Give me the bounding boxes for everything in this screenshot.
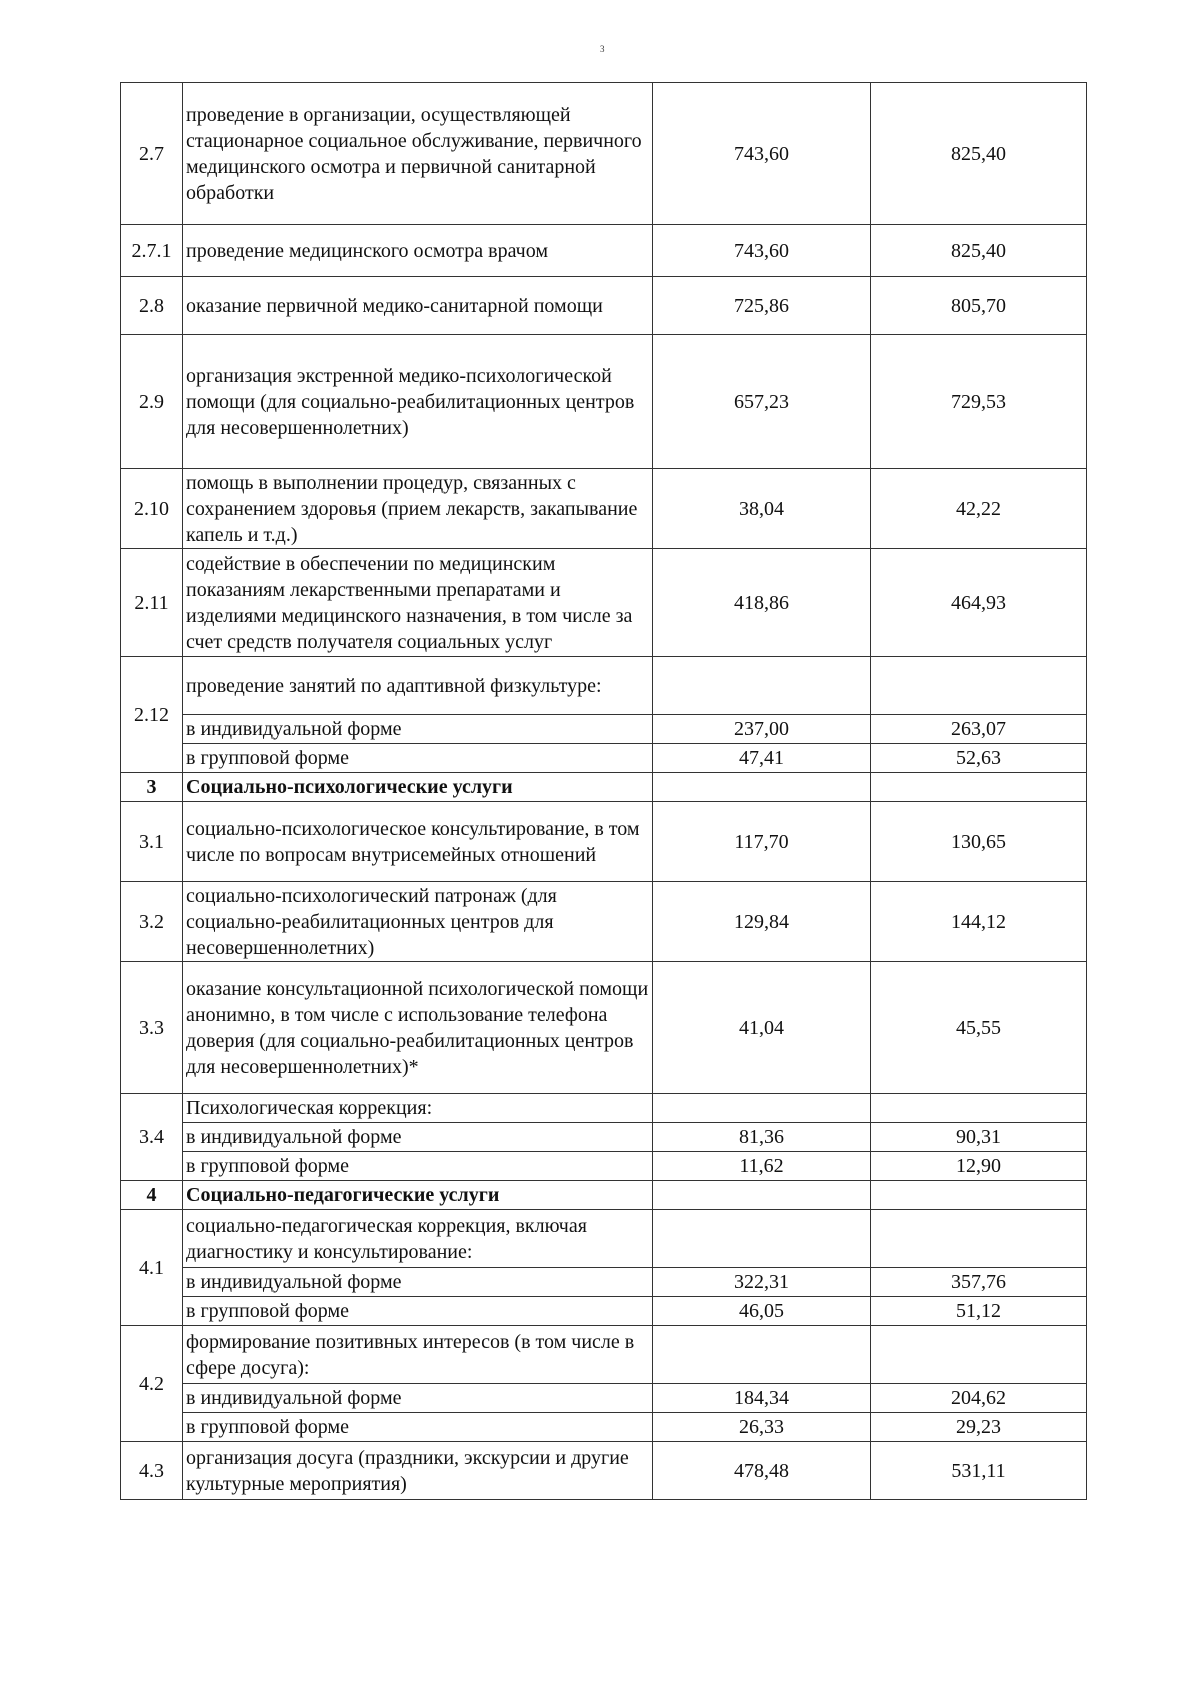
row-number: 2.11 (121, 549, 183, 657)
value-col-1: 237,00 (653, 715, 871, 744)
value-col-2 (871, 1094, 1087, 1123)
value-col-1: 47,41 (653, 744, 871, 773)
value-col-1: 38,04 (653, 469, 871, 549)
table-row (121, 1210, 1087, 1268)
table-row (121, 1442, 1087, 1500)
service-description: в групповой форме (183, 744, 653, 773)
value-col-2 (871, 1326, 1087, 1384)
value-col-1: 743,60 (653, 225, 871, 277)
table-row (121, 657, 1087, 715)
table-row (121, 1413, 1087, 1442)
service-description: организация досуга (праздники, экскурсии и другие культурные мероприятия) (183, 1442, 653, 1500)
table-row (121, 549, 1087, 657)
row-number: 3.4 (121, 1094, 183, 1181)
value-col-2: 729,53 (871, 335, 1087, 469)
service-description: в индивидуальной форме (183, 1384, 653, 1413)
value-col-1 (653, 1094, 871, 1123)
table-row (121, 1123, 1087, 1152)
value-col-2: 204,62 (871, 1384, 1087, 1413)
row-number: 2.10 (121, 469, 183, 549)
section-number: 4 (121, 1181, 183, 1210)
value-col-1: 657,23 (653, 335, 871, 469)
service-description: в групповой форме (183, 1413, 653, 1442)
row-number: 4.3 (121, 1442, 183, 1500)
value-col-1: 41,04 (653, 962, 871, 1094)
table-row (121, 882, 1087, 962)
value-col-2: 825,40 (871, 83, 1087, 225)
value-col-1: 117,70 (653, 802, 871, 882)
row-number: 4.1 (121, 1210, 183, 1326)
value-col-2 (871, 1210, 1087, 1268)
row-number: 2.7 (121, 83, 183, 225)
service-description: в индивидуальной форме (183, 1123, 653, 1152)
service-description: содействие в обеспечении по медицинским показаниям лекарственными препаратами и изделиями медицинского назначения, в том числе за счет средств получателя социальных услуг (183, 549, 653, 657)
value-col-1 (653, 773, 871, 802)
section-title: Социально-психологические услуги (183, 773, 653, 802)
table-row (121, 1094, 1087, 1123)
service-description: оказание первичной медико-санитарной помощи (183, 277, 653, 335)
table-row (121, 962, 1087, 1094)
service-description: формирование позитивных интересов (в том числе в сфере досуга): (183, 1326, 653, 1384)
row-number: 4.2 (121, 1326, 183, 1442)
value-col-2: 464,93 (871, 549, 1087, 657)
value-col-1: 725,86 (653, 277, 871, 335)
value-col-1: 322,31 (653, 1268, 871, 1297)
table-row (121, 1268, 1087, 1297)
value-col-2: 45,55 (871, 962, 1087, 1094)
value-col-1 (653, 657, 871, 715)
row-number: 3.3 (121, 962, 183, 1094)
service-description: в групповой форме (183, 1152, 653, 1181)
value-col-1 (653, 1326, 871, 1384)
section-title: Социально-педагогические услуги (183, 1181, 653, 1210)
service-fee-table (120, 82, 1087, 1500)
value-col-2: 144,12 (871, 882, 1087, 962)
section-number: 3 (121, 773, 183, 802)
value-col-1: 418,86 (653, 549, 871, 657)
row-number: 3.2 (121, 882, 183, 962)
value-col-1 (653, 1181, 871, 1210)
page-number: 3 (600, 44, 605, 54)
table-row (121, 335, 1087, 469)
service-description: социально-психологическое консультирование, в том числе по вопросам внутрисемейных отношений (183, 802, 653, 882)
table-row (121, 802, 1087, 882)
value-col-1: 129,84 (653, 882, 871, 962)
service-description: проведение медицинского осмотра врачом (183, 225, 653, 277)
section-row (121, 773, 1087, 802)
row-number: 3.1 (121, 802, 183, 882)
value-col-2: 29,23 (871, 1413, 1087, 1442)
value-col-2: 263,07 (871, 715, 1087, 744)
row-number: 2.7.1 (121, 225, 183, 277)
value-col-2: 805,70 (871, 277, 1087, 335)
value-col-1 (653, 1210, 871, 1268)
value-col-2 (871, 657, 1087, 715)
service-description: помощь в выполнении процедур, связанных с сохранением здоровья (прием лекарств, закапывание капель и т.д.) (183, 469, 653, 549)
service-description: организация экстренной медико-психологической помощи (для социально-реабилитационных центров для несовершеннолетних) (183, 335, 653, 469)
table-row (121, 715, 1087, 744)
table-row (121, 225, 1087, 277)
section-row (121, 1181, 1087, 1210)
service-description: социально-педагогическая коррекция, включая диагностику и консультирование: (183, 1210, 653, 1268)
value-col-2: 825,40 (871, 225, 1087, 277)
value-col-1: 26,33 (653, 1413, 871, 1442)
table-row (121, 1326, 1087, 1384)
value-col-1: 81,36 (653, 1123, 871, 1152)
value-col-2: 12,90 (871, 1152, 1087, 1181)
value-col-2: 52,63 (871, 744, 1087, 773)
row-number: 2.8 (121, 277, 183, 335)
service-description: оказание консультационной психологической помощи анонимно, в том числе с использование телефона доверия (для социально-реабилитационных центров для несовершеннолетних)* (183, 962, 653, 1094)
value-col-1: 743,60 (653, 83, 871, 225)
value-col-2: 130,65 (871, 802, 1087, 882)
service-description: в индивидуальной форме (183, 1268, 653, 1297)
table-row (121, 744, 1087, 773)
table-row (121, 1297, 1087, 1326)
value-col-1: 11,62 (653, 1152, 871, 1181)
value-col-1: 478,48 (653, 1442, 871, 1500)
value-col-1: 46,05 (653, 1297, 871, 1326)
service-description: в групповой форме (183, 1297, 653, 1326)
value-col-1: 184,34 (653, 1384, 871, 1413)
value-col-2: 90,31 (871, 1123, 1087, 1152)
value-col-2: 531,11 (871, 1442, 1087, 1500)
row-number: 2.12 (121, 657, 183, 773)
table-row (121, 1384, 1087, 1413)
service-description: социально-психологический патронаж (для социально-реабилитационных центров для несовершеннолетних) (183, 882, 653, 962)
value-col-2: 357,76 (871, 1268, 1087, 1297)
value-col-2 (871, 1181, 1087, 1210)
value-col-2: 42,22 (871, 469, 1087, 549)
service-description: в индивидуальной форме (183, 715, 653, 744)
table-row (121, 469, 1087, 549)
service-description: проведение занятий по адаптивной физкультуре: (183, 657, 653, 715)
value-col-2 (871, 773, 1087, 802)
service-description: проведение в организации, осуществляющей стационарное социальное обслуживание, первичного медицинского осмотра и первичной санитарной обработки (183, 83, 653, 225)
table-row (121, 83, 1087, 225)
row-number: 2.9 (121, 335, 183, 469)
value-col-2: 51,12 (871, 1297, 1087, 1326)
service-description: Психологическая коррекция: (183, 1094, 653, 1123)
table-row (121, 277, 1087, 335)
table-row (121, 1152, 1087, 1181)
